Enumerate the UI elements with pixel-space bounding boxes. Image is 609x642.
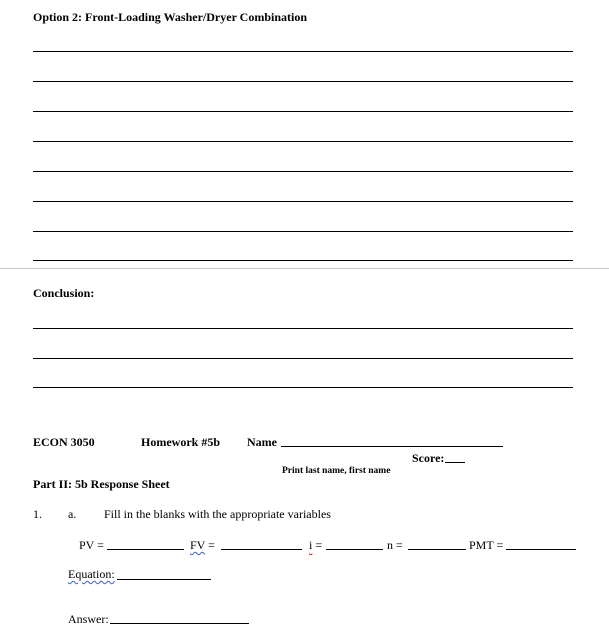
fv-field[interactable] [221, 549, 302, 550]
fv-label [190, 538, 215, 553]
equation-label-text: Equation: [68, 567, 115, 581]
answer-line[interactable] [33, 231, 573, 232]
i-equals: = [312, 538, 323, 552]
pv-label: PV = [79, 538, 104, 552]
fv-equals: = [205, 538, 215, 552]
equation-label [68, 567, 115, 582]
answer-line[interactable] [33, 111, 573, 112]
n-field[interactable] [408, 549, 466, 550]
question-number: 1. [33, 507, 42, 521]
answer-line[interactable] [33, 141, 573, 142]
page-break-divider [0, 268, 609, 269]
homework-label: Homework #5b [141, 435, 220, 449]
answer-line[interactable] [33, 328, 573, 329]
answer-label: Answer: [68, 612, 109, 626]
course-code: ECON 3050 [33, 435, 95, 449]
pv-field[interactable] [107, 549, 184, 550]
equation-field[interactable] [117, 579, 211, 580]
score-label: Score: [412, 451, 445, 465]
question-instruction: Fill in the blanks with the appropriate variables [104, 507, 331, 521]
answer-line[interactable] [33, 51, 573, 52]
i-label [309, 538, 322, 553]
answer-line[interactable] [33, 358, 573, 359]
i-field[interactable] [326, 549, 383, 550]
pmt-field[interactable] [506, 549, 576, 550]
answer-line[interactable] [33, 260, 573, 261]
name-hint: Print last name, first name [282, 466, 391, 476]
question-letter: a. [68, 507, 77, 521]
n-label: n = [387, 538, 403, 552]
answer-line[interactable] [33, 81, 573, 82]
answer-field[interactable] [110, 623, 249, 624]
name-field[interactable] [281, 446, 503, 447]
fv-symbol: FV [190, 538, 206, 552]
part2-title: Part II: 5b Response Sheet [33, 477, 170, 491]
answer-line[interactable] [33, 387, 573, 388]
i-symbol: i [309, 538, 313, 552]
name-label: Name [247, 435, 277, 449]
option2-title: Option 2: Front-Loading Washer/Dryer Combination [33, 10, 308, 24]
score-field[interactable] [445, 462, 465, 463]
answer-line[interactable] [33, 171, 573, 172]
pmt-label: PMT = [469, 538, 504, 552]
conclusion-label: Conclusion: [33, 286, 95, 300]
answer-line[interactable] [33, 201, 573, 202]
